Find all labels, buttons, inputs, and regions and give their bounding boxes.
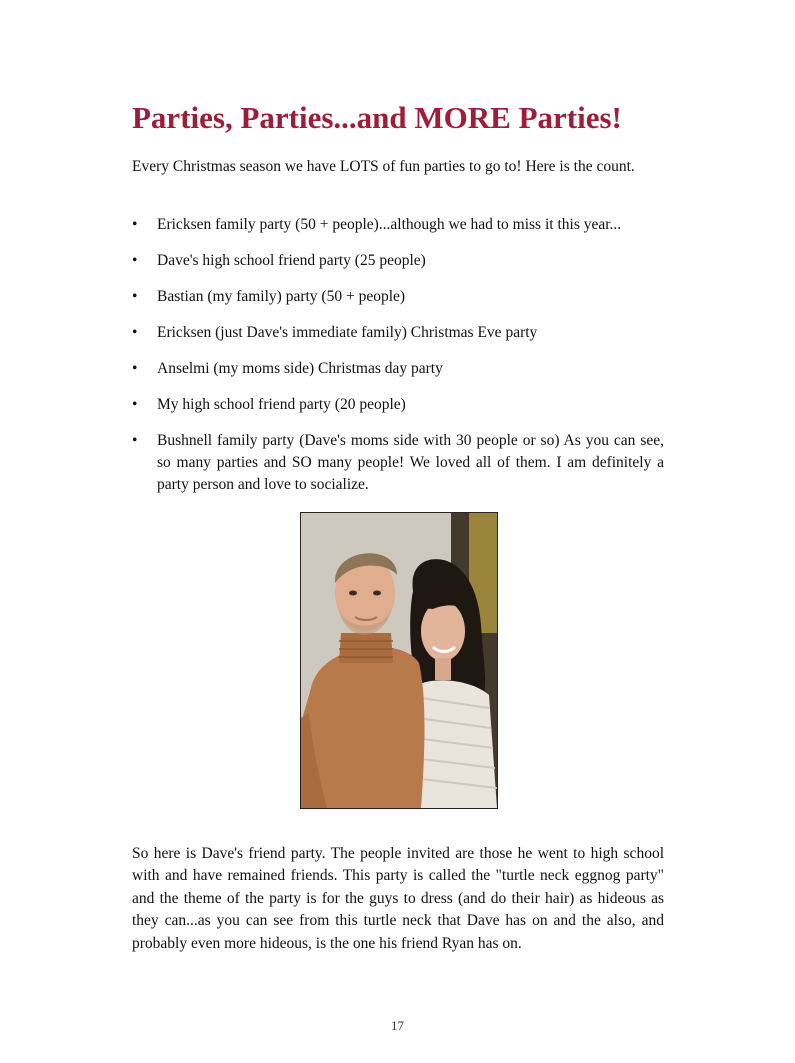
couple-photo-image xyxy=(301,513,497,808)
bullet-icon: • xyxy=(132,252,138,269)
list-item-text: Dave's high school friend party (25 people) xyxy=(157,252,426,269)
bullet-icon: • xyxy=(132,288,138,305)
list-item-text: Ericksen family party (50 + people)...although we had to miss it this year... xyxy=(157,216,622,233)
bullet-icon: • xyxy=(132,432,138,449)
bullet-icon: • xyxy=(132,216,138,233)
party-list xyxy=(132,214,664,510)
list-item-text: Bastian (my family) party (50 + people) xyxy=(157,288,406,305)
list-item xyxy=(132,394,664,416)
page-title: Parties, Parties...and MORE Parties! xyxy=(132,100,622,135)
couple-photo xyxy=(300,512,498,809)
list-item-text: Ericksen (just Dave's immediate family) Christmas Eve party xyxy=(157,324,538,341)
list-item-text: Anselmi (my moms side) Christmas day party xyxy=(157,360,443,377)
bullet-icon: • xyxy=(132,360,138,377)
page-number: 17 xyxy=(391,1018,404,1033)
list-item xyxy=(132,322,664,344)
list-item xyxy=(132,214,664,236)
list-item xyxy=(132,430,664,496)
list-item-text: My high school friend party (20 people) xyxy=(157,396,406,413)
list-item-text: Bushnell family party (Dave's moms side with 30 people or so) As you can see, so many parties and SO many people! We loved all of them. I am definitely a party person and love to socialize. xyxy=(157,432,664,493)
list-item xyxy=(132,286,664,308)
list-item xyxy=(132,358,664,380)
party-description: So here is Dave's friend party. The people invited are those he went to high school with and have remained friends. This party is called the "turtle neck eggnog party" and the theme of the party is for the guys to dress (and do their hair) as hideous as they can...as you can see from this turtle neck that Dave has on and the also, and probably even more hideous, is the one his friend Ryan has on. xyxy=(132,845,664,952)
list-item xyxy=(132,250,664,272)
intro-paragraph: Every Christmas season we have LOTS of fun parties to go to! Here is the count. xyxy=(132,158,635,175)
bullet-icon: • xyxy=(132,324,138,341)
bullet-icon: • xyxy=(132,396,138,413)
